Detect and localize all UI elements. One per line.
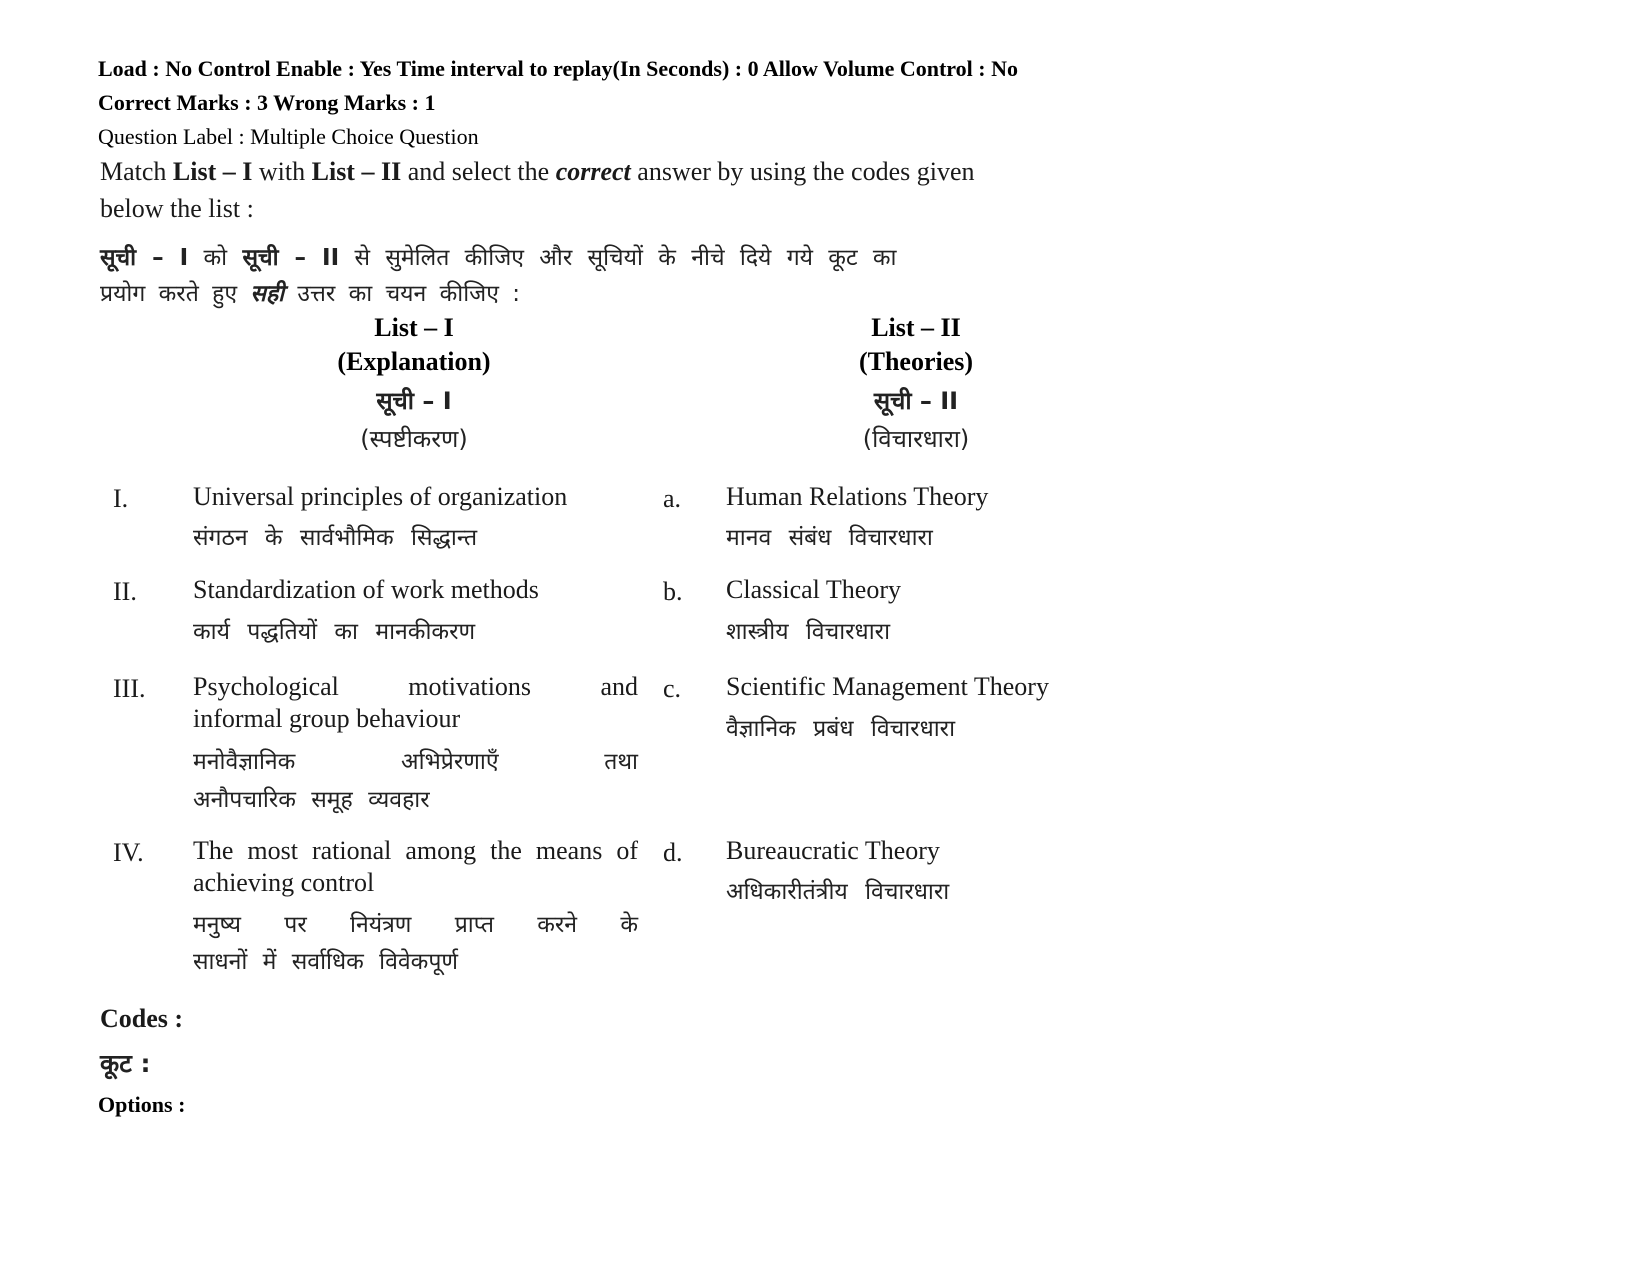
list2-item-letter: b.	[663, 577, 683, 606]
list2-item-letter: d.	[663, 838, 683, 867]
list2-item-hi: अधिकारीतंत्रीय विचारधारा	[726, 879, 950, 905]
list1-item-hi: मनोवैज्ञानिक अभिप्रेरणाएँ तथा	[193, 749, 638, 775]
stem-correct-emphasis: correct	[555, 157, 631, 186]
list1-item-hi: साधनों में सर्वाधिक विवेकपूर्ण	[193, 949, 459, 975]
list2-subtitle: (Theories)	[858, 347, 974, 376]
stem-hi-correct-emphasis: सही	[250, 281, 285, 307]
stem-text: and select the	[401, 157, 556, 186]
list2-item-letter: c.	[663, 674, 682, 703]
stem-hi-list1: सूची – I	[100, 245, 189, 271]
list2-item-hi: मानव संबंध विचारधारा	[726, 525, 933, 551]
options-label: Options :	[98, 1092, 186, 1117]
codes-label: Codes :	[100, 1004, 184, 1033]
list1-item-en: Standardization of work methods	[193, 575, 539, 604]
question-stem-hi-line1	[100, 240, 897, 272]
stem-hi-text: प्रयोग करते हुए	[100, 281, 251, 307]
stem-hi-text: उत्तर का चयन कीजिए :	[284, 281, 521, 307]
list1-subtitle-hi: (स्पष्टीकरण)	[360, 425, 468, 453]
list1-item-hi: संगठन के सार्वभौमिक सिद्धान्त	[193, 525, 478, 551]
list2-title: List – II	[871, 313, 961, 342]
question-stem-hi-line2	[100, 276, 520, 308]
stem-text: Match	[100, 157, 173, 186]
list1-item-hi: मनुष्य पर नियंत्रण प्राप्त करने के	[193, 912, 638, 938]
list2-item-en: Human Relations Theory	[726, 482, 989, 511]
stem-text: answer by using the codes given	[630, 157, 975, 186]
stem-list1: List – I	[172, 157, 253, 186]
list1-item-number: I.	[113, 484, 129, 513]
list2-item-hi: वैज्ञानिक प्रबंध विचारधारा	[726, 716, 956, 742]
list2-item-en: Scientific Management Theory	[726, 672, 1049, 701]
stem-text: with	[252, 157, 312, 186]
list2-item-hi: शास्त्रीय विचारधारा	[726, 619, 891, 645]
list1-item-number: III.	[113, 674, 146, 703]
list1-title: List – I	[374, 313, 454, 342]
question-label: Question Label : Multiple Choice Question	[98, 124, 479, 149]
list1-item-en: The most rational among the means of	[193, 836, 638, 865]
list1-item-number: IV.	[113, 838, 144, 867]
list2-title-hi: सूची – II	[873, 387, 959, 415]
list1-item-en: Universal principles of organization	[193, 482, 568, 511]
list1-item-hi: अनौपचारिक समूह व्यवहार	[193, 787, 430, 813]
list2-item-en: Classical Theory	[726, 575, 901, 604]
list1-item-en: informal group behaviour	[193, 704, 461, 733]
list2-item-en: Bureaucratic Theory	[726, 836, 940, 865]
stem-hi-text: से सुमेलित कीजिए और सूचियों के नीचे दिये गये कूट का	[339, 245, 897, 271]
list1-subtitle: (Explanation)	[337, 347, 491, 376]
list1-title-hi: सूची – I	[376, 387, 452, 415]
meta-line-2: Correct Marks : 3 Wrong Marks : 1	[98, 90, 436, 115]
list1-item-en: achieving control	[193, 868, 375, 897]
question-stem-en-line2: below the list :	[100, 194, 254, 223]
codes-label-hi: कूट :	[100, 1049, 151, 1078]
list2-subtitle-hi: (विचारधारा)	[862, 425, 970, 453]
list1-item-en: Psychological motivations and	[193, 672, 638, 701]
stem-hi-list2: सूची – II	[242, 245, 340, 271]
list1-item-number: II.	[113, 577, 137, 606]
stem-list2: List – II	[311, 157, 402, 186]
question-stem-en-line1	[100, 157, 975, 187]
meta-line-1: Load : No Control Enable : Yes Time interval to replay(In Seconds) : 0 Allow Volume Control : No	[98, 56, 1018, 81]
list2-item-letter: a.	[663, 484, 682, 513]
list1-item-hi: कार्य पद्धतियों का मानकीकरण	[193, 619, 476, 645]
stem-hi-text: को	[188, 245, 243, 271]
